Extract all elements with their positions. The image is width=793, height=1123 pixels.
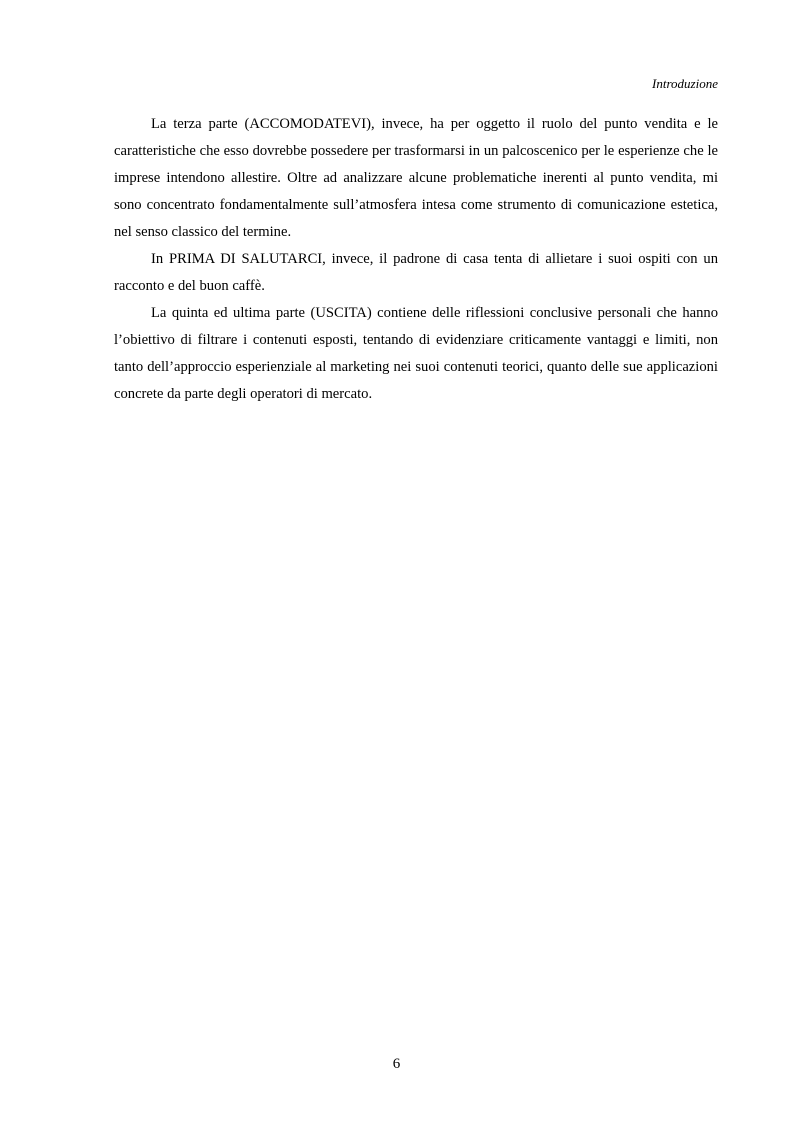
body-text [114,111,718,408]
running-header-section-title: Introduzione [652,76,718,91]
paragraph-quinta-parte: La quinta ed ultima parte (USCITA) contiene delle riflessioni conclusive personali che hanno l’obiettivo di filtrare i contenuti esposti, tentando di evidenziare criticamente vantaggi e limiti, non tanto dell’approccio esperienziale al marketing nei suoi contenuti teorici, quanto delle sue applicazioni concrete da parte degli operatori di mercato. [114,305,718,402]
paragraph-terza-parte: La terza parte (ACCOMODATEVI), invece, ha per oggetto il ruolo del punto vendita e le caratteristiche che esso dovrebbe possedere per trasformarsi in un palcoscenico per le esperienze che le imprese intendono allestire. Oltre ad analizzare alcune problematiche inerenti al punto vendita, mi sono concentrato fondamentalmente sull’atmosfera intesa come strumento di comunicazione estetica, nel senso classico del termine. [114,116,718,240]
page-number: 6 [392,1056,401,1072]
paragraph-prima-di-salutarci: In PRIMA DI SALUTARCI, invece, il padrone di casa tenta di allietare i suoi ospiti con un racconto e del buon caffè. [114,251,718,294]
